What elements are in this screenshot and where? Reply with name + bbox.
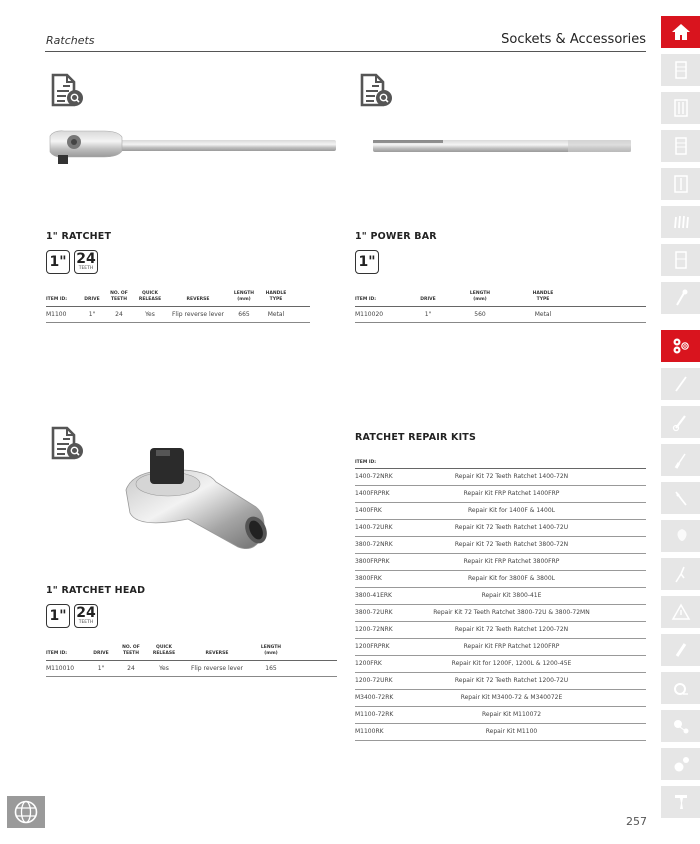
marker-icon	[670, 639, 692, 661]
gears-icon	[670, 753, 692, 775]
nav-tab-storage[interactable]	[661, 130, 700, 162]
ratchet-image	[44, 128, 340, 170]
table-row: 1200FRPRK Repair Kit FRP Ratchet 1200FRP	[355, 638, 646, 655]
nav-tab-hammers[interactable]	[661, 520, 700, 552]
table-row: M1100-72RK Repair Kit M110072	[355, 706, 646, 723]
col-length: LENGTH (mm)	[453, 291, 507, 307]
col-handle-type: HANDLE TYPE	[258, 291, 294, 307]
table-row: 3800-72NRK Repair Kit 72 Teeth Ratchet 3800-72N	[355, 536, 646, 553]
spec-table: ITEM ID: DRIVE NO. OF TEETH QUICK RELEASE REVERSE LENGTH (mm) M110010 1" 24 Yes Flip reverse lever 165	[46, 645, 337, 677]
nav-tab-drivers[interactable]	[661, 444, 700, 476]
screwdriver-set-icon	[670, 211, 692, 233]
table-row: M110020 1" 560 Metal	[355, 307, 646, 323]
col-teeth: NO. OF TEETH	[116, 645, 146, 661]
globe-icon	[13, 799, 39, 825]
col-quick-release: QUICK RELEASE	[134, 291, 166, 307]
table-row: 1200-72NRK Repair Kit 72 Teeth Ratchet 1200-72N	[355, 621, 646, 638]
product-title: 1" RATCHET HEAD	[46, 585, 146, 596]
teeth-badge: 24 TEETH	[74, 250, 98, 274]
nav-tab-kits[interactable]	[661, 168, 700, 200]
col-teeth: NO. OF TEETH	[104, 291, 134, 307]
repair-kits-title: RATCHET REPAIR KITS	[355, 432, 477, 443]
table-row: M1100 1" 24 Yes Flip reverse lever 665 Metal	[46, 307, 310, 323]
nav-tab-tool-sets[interactable]	[661, 92, 700, 124]
product-title: 1" RATCHET	[46, 231, 112, 242]
header-divider	[45, 51, 646, 52]
col-length: LENGTH (mm)	[252, 645, 290, 661]
category-title: Sockets & Accessories	[501, 32, 646, 47]
table-row: 3800FRK Repair Kit for 3800F & 3800L	[355, 570, 646, 587]
tool-cabinet-icon	[670, 59, 692, 81]
gear-chain-icon	[670, 715, 692, 737]
document-search-icon[interactable]	[48, 71, 86, 109]
nav-tab-power-transmission[interactable]	[661, 710, 700, 742]
cutter-icon	[670, 563, 692, 585]
nav-tab-sockets[interactable]	[661, 330, 700, 362]
home-icon	[670, 21, 692, 43]
table-row: 1400FRK Repair Kit for 1400F & 1400L	[355, 502, 646, 519]
repair-kits-table: ITEM ID: 1400-72NRK Repair Kit 72 Teeth Ratchet 1400-72N 1400FRPRK Repair Kit FRP Ratchet 1400FRP 1400FRK Repair Kit for 1400F & 1400L 1400-72URK Repair Kit 72 Teeth Ratchet 1400-72U 3800-72NRK Repair Kit 72 Teeth Ratchet 3800-72N 3800FRPRK Repair Kit FRP Ratchet 3800FRP 3800FRK Repair Kit for 3800F & 3800L 3800-41ERK Repair Kit 3800-41E 3800-72URK Repair Kit 72 Teeth Ratchet 3800-72U & 3800-72MN 1200-72NRK Repair Kit 72 Teeth Ratchet 1200-72N 1200FRPRK Repair Kit FRP Ratchet 1200FRP 1200FRK Repair Kit for 1200F, 1200L & 1200-45E 1200-72URK Repair Kit 72 Teeth Ratchet 1200-72U M3400-72RK Repair Kit M3400-72 & M340072E M1100-72RK Repair Kit M110072 M1100RK Repair Kit M1100	[355, 457, 646, 741]
drive-size-badge: 1"	[46, 604, 70, 628]
col-handle-type: HANDLE TYPE	[507, 291, 579, 307]
sockets-icon	[670, 335, 692, 357]
table-row: 1400-72NRK Repair Kit 72 Teeth Ratchet 1400-72N	[355, 468, 646, 485]
spec-table: ITEM ID: DRIVE LENGTH (mm) HANDLE TYPE M110020 1" 560 Metal	[355, 291, 646, 323]
drive-size-badge: 1"	[46, 250, 70, 274]
teeth-badge: 24 TEETH	[74, 604, 98, 628]
globe-button[interactable]	[7, 796, 45, 828]
hand-tool-icon	[670, 791, 692, 813]
table-row: 1400-72URK Repair Kit 72 Teeth Ratchet 1400-72U	[355, 519, 646, 536]
table-row: 3800FRPRK Repair Kit FRP Ratchet 3800FRP	[355, 553, 646, 570]
ratchet-icon	[670, 287, 692, 309]
hammer-icon	[670, 525, 692, 547]
document-search-icon[interactable]	[357, 71, 395, 109]
nav-tab-ratchets[interactable]	[661, 282, 700, 314]
table-row: 1400FRPRK Repair Kit FRP Ratchet 1400FRP	[355, 485, 646, 502]
tool-cabinet-icon	[670, 249, 692, 271]
spec-table: ITEM ID: DRIVE NO. OF TEETH QUICK RELEASE REVERSE LENGTH (mm) HANDLE TYPE M1100 1" 24 Yes Flip reverse lever 665 Metal	[46, 291, 310, 323]
table-row: 3800-72URK Repair Kit 72 Teeth Ratchet 3800-72U & 3800-72MN	[355, 604, 646, 621]
warning-icon	[670, 601, 692, 623]
document-search-icon[interactable]	[48, 424, 86, 462]
screwdriver-icon	[670, 373, 692, 395]
product-title: 1" POWER BAR	[355, 231, 437, 242]
drive-size-badge: 1"	[355, 250, 379, 274]
table-row: M1100RK Repair Kit M1100	[355, 723, 646, 740]
page-number: 257	[626, 815, 647, 828]
wrench-set-icon	[670, 97, 692, 119]
nav-tab-cutters[interactable]	[661, 558, 700, 590]
table-row: M110010 1" 24 Yes Flip reverse lever 165	[46, 661, 337, 677]
nav-tab-pliers[interactable]	[661, 482, 700, 514]
table-row: 3800-41ERK Repair Kit 3800-41E	[355, 587, 646, 604]
col-quick-release: QUICK RELEASE	[146, 645, 182, 661]
nav-tab-measuring[interactable]	[661, 672, 700, 704]
tool-cabinet-icon	[670, 135, 692, 157]
section-title: Ratchets	[46, 34, 95, 47]
table-row: M3400-72RK Repair Kit M3400-72 & M340072E	[355, 689, 646, 706]
screwdriver-icon	[670, 449, 692, 471]
pliers-icon	[670, 487, 692, 509]
col-length: LENGTH (mm)	[230, 291, 258, 307]
nav-tab-marking[interactable]	[661, 634, 700, 666]
wrench-set-icon	[670, 173, 692, 195]
nav-tab-screwdriver-sets[interactable]	[661, 206, 700, 238]
nav-tab-wrenches[interactable]	[661, 406, 700, 438]
nav-tab-specialty[interactable]	[661, 786, 700, 818]
nav-tab-screwdrivers[interactable]	[661, 368, 700, 400]
tape-measure-icon	[670, 677, 692, 699]
ratchet-head-image	[118, 440, 270, 565]
table-row: 1200-72URK Repair Kit 72 Teeth Ratchet 1200-72U	[355, 672, 646, 689]
table-row: 1200FRK Repair Kit for 1200F, 1200L & 1200-45E	[355, 655, 646, 672]
nav-tab-safety[interactable]	[661, 596, 700, 628]
nav-tab-gears[interactable]	[661, 748, 700, 780]
nav-tab-trolleys[interactable]	[661, 244, 700, 276]
nav-tab-home[interactable]	[661, 16, 700, 48]
wrench-icon	[670, 411, 692, 433]
nav-tab-tool-cabinets[interactable]	[661, 54, 700, 86]
power-bar-image	[373, 137, 631, 155]
